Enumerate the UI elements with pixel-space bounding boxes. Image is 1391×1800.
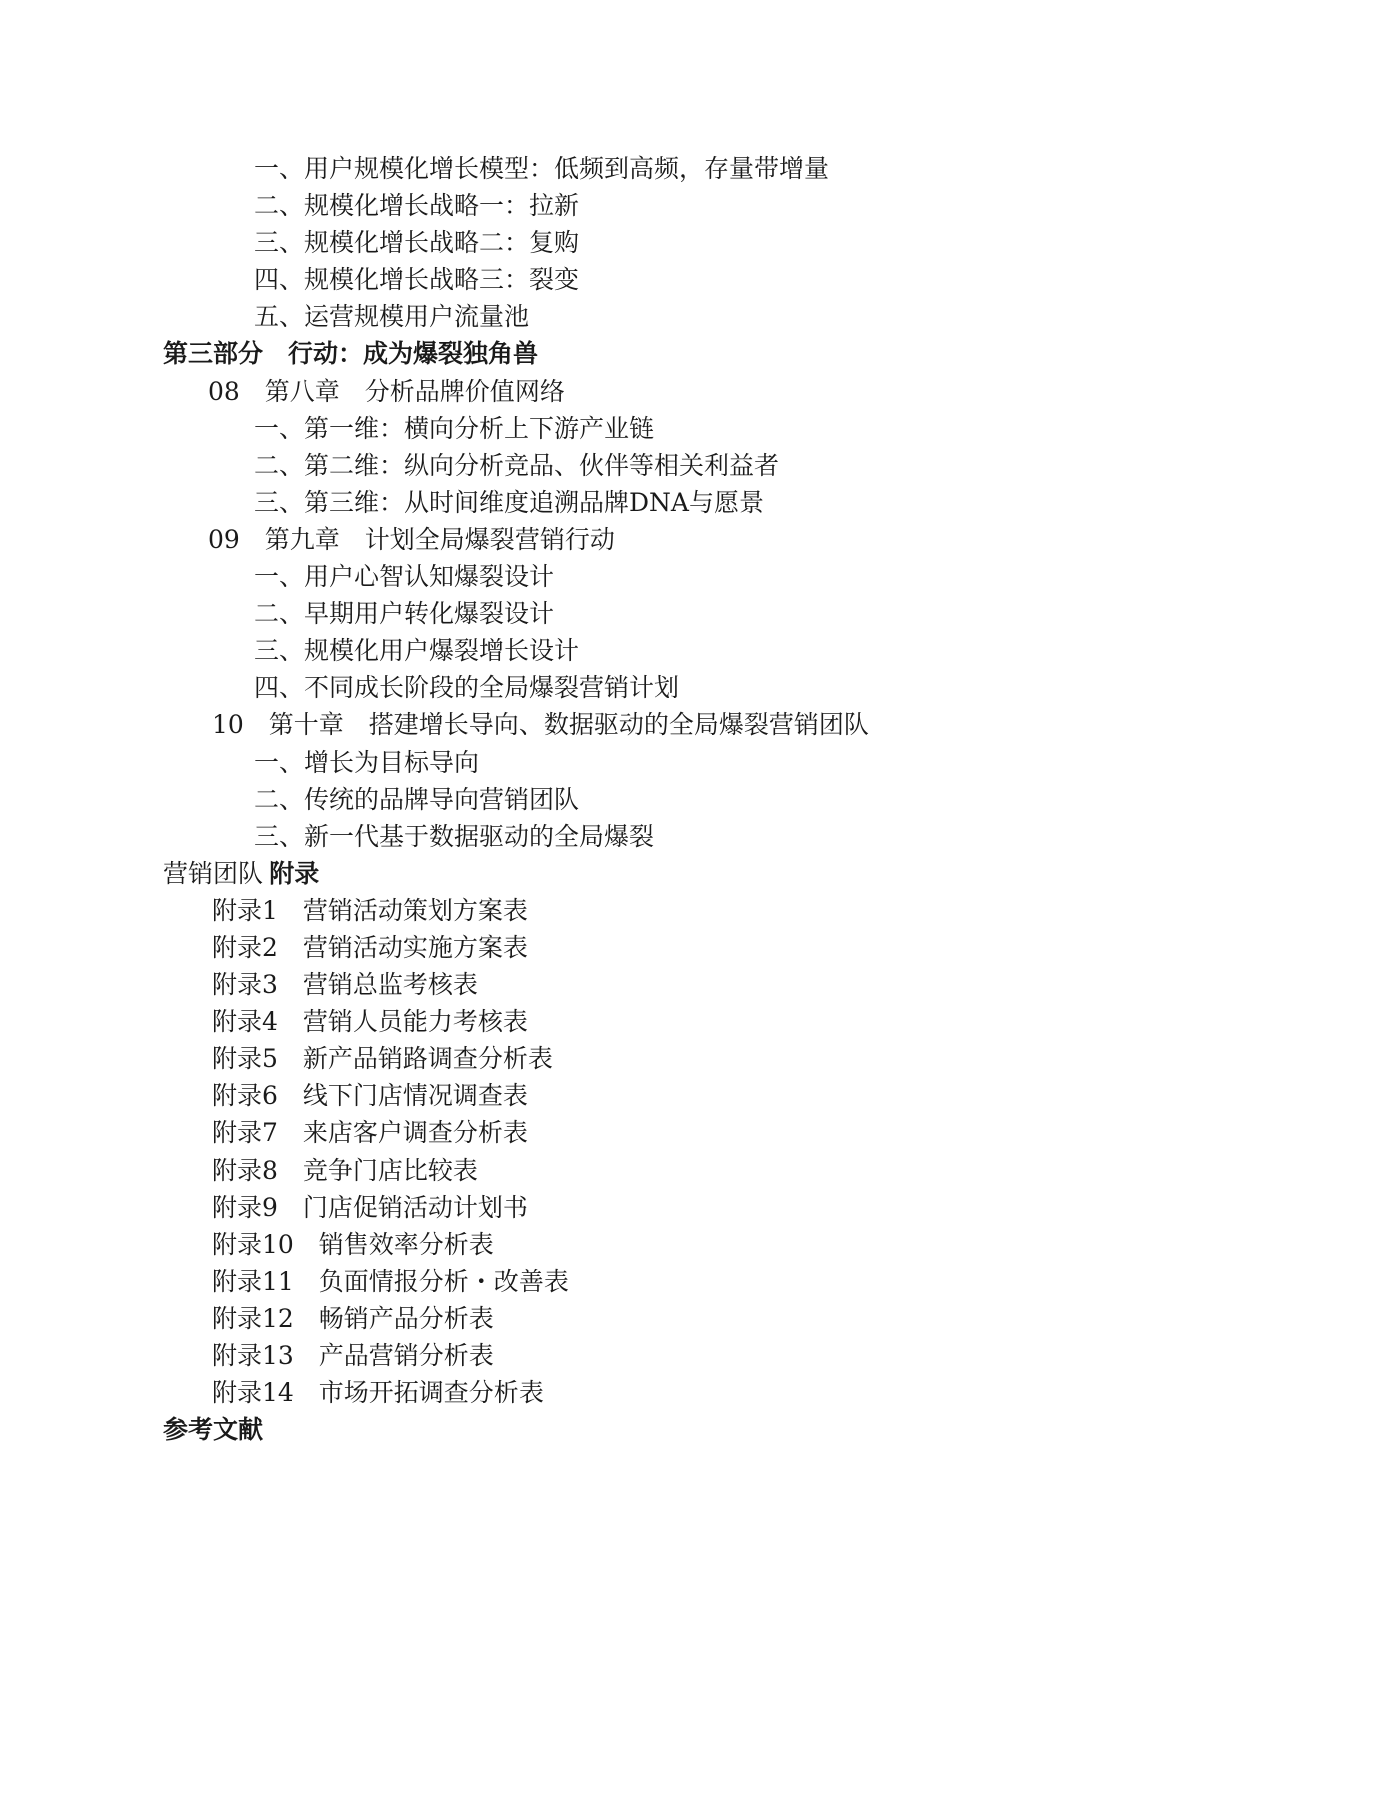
toc-section: 三、新一代基于数据驱动的全局爆裂 — [254, 821, 655, 851]
toc-appendix-heading — [0, 855, 1391, 892]
toc-appendix-item: 附录2 营销活动实施方案表 — [212, 932, 528, 962]
toc-appendix-item: 附录6 线下门店情况调查表 — [212, 1081, 528, 1111]
toc-section: 四、不同成长阶段的全局爆裂营销计划 — [254, 673, 680, 703]
toc-section: 四、规模化增长战略三：裂变 — [254, 265, 580, 295]
toc-references: 参考文献 — [163, 1415, 264, 1445]
toc-section: 二、传统的品牌导向营销团队 — [254, 784, 580, 814]
toc-chapter-title: 09 第九章 计划全局爆裂营销行动 — [208, 524, 615, 554]
toc-section: 一、用户心智认知爆裂设计 — [254, 562, 555, 592]
toc-section: 三、规模化用户爆裂增长设计 — [254, 636, 580, 666]
toc-appendix-item: 附录13 产品营销分析表 — [212, 1341, 494, 1370]
toc-section: 一、增长为目标导向 — [254, 747, 480, 777]
toc-section: 二、规模化增长战略一：拉新 — [254, 191, 580, 221]
appendix-title: 附录 — [269, 858, 320, 888]
toc-chapter-title: 08 第八章 分析品牌价值网络 — [208, 376, 565, 406]
toc-appendix-item: 附录5 新产品销路调查分析表 — [212, 1044, 553, 1074]
toc-appendix-item: 附录8 竞争门店比较表 — [212, 1155, 478, 1185]
toc-section: 一、用户规模化增长模型：低频到高频，存量带增量 — [254, 154, 830, 183]
toc-appendix-item: 附录9 门店促销活动计划书 — [212, 1192, 528, 1222]
toc-appendix-item: 附录14 市场开拓调查分析表 — [212, 1378, 544, 1408]
toc-section: 三、规模化增长战略二：复购 — [254, 228, 580, 258]
toc-appendix-item: 附录4 营销人员能力考核表 — [212, 1007, 528, 1037]
toc-appendix-item: 附录7 来店客户调查分析表 — [212, 1118, 528, 1148]
toc-section: 三、第三维：从时间维度追溯品牌DNA与愿景 — [254, 487, 764, 517]
toc-appendix-item: 附录3 营销总监考核表 — [212, 970, 478, 1000]
toc-part-title: 第三部分 行动：成为爆裂独角兽 — [163, 339, 539, 369]
toc-section: 一、第一维：横向分析上下游产业链 — [254, 413, 655, 443]
toc-section: 二、第二维：纵向分析竞品、伙伴等相关利益者 — [254, 450, 780, 480]
section-continuation: 营销团队 — [163, 858, 264, 888]
toc-section: 五、运营规模用户流量池 — [254, 302, 530, 332]
toc-appendix-item: 附录11 负面情报分析・改善表 — [212, 1266, 569, 1296]
toc-section: 二、早期用户转化爆裂设计 — [254, 599, 555, 629]
table-of-contents — [0, 150, 1391, 1448]
toc-chapter-title: 10 第十章 搭建增长导向、数据驱动的全局爆裂营销团队 — [212, 710, 869, 740]
toc-appendix-item: 附录1 营销活动策划方案表 — [212, 895, 528, 925]
toc-appendix-item: 附录12 畅销产品分析表 — [212, 1303, 494, 1333]
toc-appendix-item: 附录10 销售效率分析表 — [212, 1229, 494, 1259]
